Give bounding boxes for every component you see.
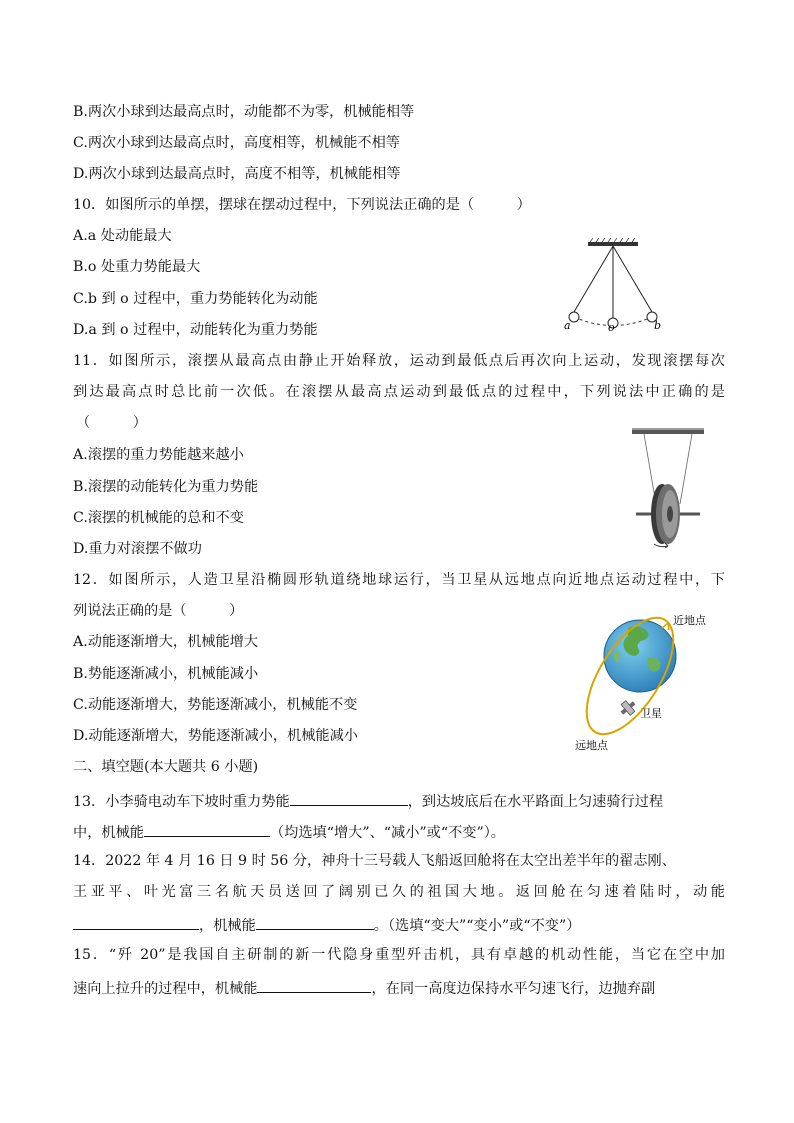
apogee-label: 远地点 bbox=[575, 739, 608, 752]
q14-text-3: ，机械能 bbox=[199, 918, 256, 934]
q11-option-c: C.滚摆的机械能的总和不变 bbox=[73, 510, 244, 526]
label-o: o bbox=[608, 321, 615, 332]
q13-text-1: 13．小李骑电动车下坡时重力势能 bbox=[73, 794, 290, 810]
q15-text-2: 速向上拉升的过程中，机械能 bbox=[73, 981, 258, 997]
q15-blank-1[interactable] bbox=[257, 976, 371, 993]
q10-option-c: C.b 到 o 过程中，重力势能转化为动能 bbox=[73, 291, 318, 307]
q14-blank-1[interactable] bbox=[73, 913, 199, 930]
q15-line2 bbox=[73, 976, 655, 999]
q13-line2 bbox=[73, 820, 505, 843]
q14-text-4: 。（选填“变大”“变小”或“不变”） bbox=[373, 918, 581, 934]
q9-option-b: B.两次小球到达最高点时，动能都不为零，机械能相等 bbox=[73, 104, 415, 120]
q12-option-b: B.势能逐渐减小，机械能减小 bbox=[73, 666, 259, 682]
satellite-label: 卫星 bbox=[640, 707, 662, 720]
maxwell-wheel-figure bbox=[630, 422, 706, 552]
q11-option-d: D.重力对滚摆不做功 bbox=[73, 541, 202, 557]
q10-stem: 10．如图所示的单摆，摆球在摆动过程中，下列说法正确的是（ ） bbox=[73, 197, 531, 213]
q13-text-2: ，到达坡底后在水平路面上匀速骑行过程 bbox=[407, 794, 664, 810]
q10-option-a: A.a 处动能最大 bbox=[73, 228, 172, 244]
q11-stem-line2: 到达最高点时总比前一次低。在滚摆从最高点运动到最低点的过程中，下列说法中正确的是 bbox=[73, 384, 725, 400]
q12-option-c: C.动能逐渐增大，势能逐渐减小，机械能不变 bbox=[73, 697, 358, 713]
label-b: b bbox=[654, 319, 662, 332]
perigee-label: 近地点 bbox=[673, 614, 706, 627]
pendulum-ceiling bbox=[588, 242, 638, 246]
q12-option-d: D.动能逐渐增大，势能逐渐减小，机械能减小 bbox=[73, 728, 358, 744]
q10-option-b: B.o 处重力势能最大 bbox=[73, 259, 201, 275]
satellite-orbit-figure bbox=[570, 606, 720, 754]
section-fill-in-heading: 二、填空题(本大题共 6 小题) bbox=[73, 759, 259, 775]
q9-option-c: C.两次小球到达最高点时，高度相等，机械能不相等 bbox=[73, 135, 400, 151]
q15-line1: 15．“歼 20”是我国自主研制的新一代隐身重型歼击机，具有卓越的机动性能，当它在空中加 bbox=[73, 947, 725, 963]
pendulum-strings bbox=[574, 246, 652, 318]
q11-option-a: A.滚摆的重力势能越来越小 bbox=[73, 447, 244, 463]
q14-line1: 14．2022 年 4 月 16 日 9 时 56 分，神舟十三号载人飞船返回舱将在太空出差半年的翟志刚、 bbox=[73, 853, 676, 869]
q13-text-4: （均选填“增大”、“减小”或“不变”）。 bbox=[269, 825, 505, 841]
ceiling-hatch bbox=[590, 238, 635, 242]
q12-stem-line1: 12．如图所示，人造卫星沿椭圆形轨道绕地球运行，当卫星从远地点向近地点运动过程中，下 bbox=[73, 572, 725, 588]
q12-stem-line2: 列说法正确的是（ ） bbox=[73, 603, 244, 619]
q11-stem-line1: 11．如图所示，滚摆从最高点由静止开始释放，运动到最低点后再次向上运动，发现滚摆每次 bbox=[73, 353, 725, 369]
q13-line1 bbox=[73, 789, 663, 812]
pendulum-figure bbox=[556, 238, 670, 332]
q12-option-a: A.动能逐渐增大，机械能增大 bbox=[73, 634, 259, 650]
q14-line3 bbox=[73, 913, 580, 936]
q10-option-d: D.a 到 o 过程中，动能转化为重力势能 bbox=[73, 322, 318, 338]
q15-text-3: ，在同一高度边保持水平匀速飞行，边抛弃副 bbox=[371, 981, 656, 997]
q11-option-b: B.滚摆的动能转化为重力势能 bbox=[73, 479, 259, 495]
q13-blank-1[interactable] bbox=[290, 789, 408, 806]
q11-stem-line3: （ ） bbox=[76, 415, 147, 431]
q14-blank-2[interactable] bbox=[256, 913, 374, 930]
q9-option-d: D.两次小球到达最高点时，高度不相等，机械能相等 bbox=[73, 166, 401, 182]
q13-text-3: 中，机械能 bbox=[73, 825, 144, 841]
label-a: a bbox=[564, 319, 571, 332]
q14-line2: 王亚平、叶光富三名航天员送回了阔别已久的祖国大地。返回舱在匀速着陆时，动能 bbox=[73, 884, 725, 900]
q13-blank-2[interactable] bbox=[144, 820, 270, 837]
satellite bbox=[617, 697, 638, 718]
